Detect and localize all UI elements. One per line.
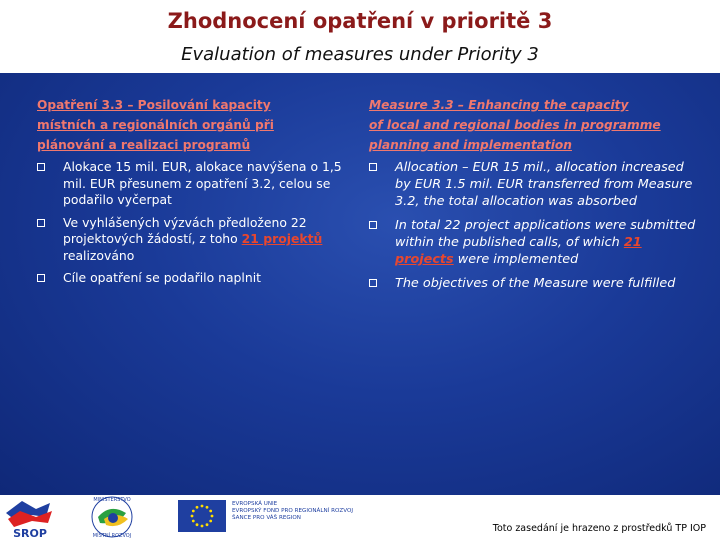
measure-heading-czech: [37, 95, 352, 155]
heading-line: planning and implementation: [369, 138, 572, 152]
bullet-text: Ve vyhlášených výzvách předloženo 22 projektových žádostí, z toho: [63, 214, 307, 246]
eu-flag-icon: [178, 500, 226, 532]
bullet-text: Alokace 15 mil. EUR, alokace navýšena o 1,5 mil. EUR přesunem z opatření 3.2, celou se podařilo vyčerpat: [63, 159, 342, 207]
header: [0, 0, 720, 73]
highlighted-count: 21 projects: [395, 235, 642, 267]
left-column-czech: [37, 95, 352, 293]
slide-body: [0, 73, 720, 495]
bullet-text: The objectives of the Measure were fulfilled: [395, 276, 676, 291]
square-bullet-icon: [37, 163, 45, 171]
bullet-item: [37, 270, 352, 287]
funding-note: Toto zasedání je hrazeno z prostředků TP IOP: [492, 523, 706, 534]
srop-logo: [2, 495, 58, 539]
bullet-item: [369, 217, 699, 268]
heading-line: Measure 3.3 – Enhancing the capacity: [369, 98, 629, 112]
square-bullet-icon: [369, 279, 377, 287]
square-bullet-icon: [37, 274, 45, 282]
bullet-text: were implemented: [453, 252, 579, 267]
bullet-item: [369, 159, 699, 210]
heading-line: plánování a realizaci programů: [37, 138, 251, 152]
bullet-list-czech: [37, 159, 352, 287]
bullet-list-english: [369, 159, 699, 292]
page-title-english: Evaluation of measures under Priority 3: [181, 44, 539, 65]
measure-heading-english: [369, 95, 699, 155]
square-bullet-icon: [369, 221, 377, 229]
highlighted-count: 21 projektů: [241, 231, 323, 246]
ministry-logo: [80, 495, 144, 539]
eu-funding-logo: [178, 498, 372, 534]
bullet-text: Cíle opatření se podařilo naplnit: [63, 270, 262, 285]
srop-label: SROP: [13, 527, 47, 539]
bullet-text: realizováno: [63, 247, 135, 263]
footer: [0, 495, 720, 540]
eu-line: ŠANCE PRO VÁŠ REGION: [232, 515, 301, 522]
eu-line: EVROPSKÝ FOND PRO REGIONÁLNÍ ROZVOJ: [232, 508, 354, 515]
bullet-item: [369, 275, 699, 292]
heading-line: místních a regionálních orgánů při: [37, 118, 274, 132]
bullet-item: [37, 159, 352, 209]
bullet-item: [37, 215, 352, 265]
eu-text: [232, 501, 353, 523]
ministry-label-bottom: MÍSTNÍ ROZVOJ: [92, 533, 132, 539]
right-column-english: [369, 95, 699, 299]
heading-line: Opatření 3.3 – Posilování kapacity: [37, 98, 271, 112]
bullet-text: Allocation – EUR 15 mil., allocation increased by EUR 1.5 mil. EUR transferred from Measure 3.2, the total allocation was absorbed: [395, 160, 693, 209]
bullet-text: In total 22 project applications were submitted within the published calls, of which: [395, 218, 696, 250]
heading-line: of local and regional bodies in programme: [369, 118, 661, 132]
square-bullet-icon: [369, 163, 377, 171]
page-title-czech: Zhodnocení opatření v prioritě 3: [167, 9, 553, 33]
ministry-label-top: MINISTERSTVO: [93, 497, 131, 503]
square-bullet-icon: [37, 219, 45, 227]
eu-line: EVROPSKÁ UNIE: [232, 501, 278, 507]
